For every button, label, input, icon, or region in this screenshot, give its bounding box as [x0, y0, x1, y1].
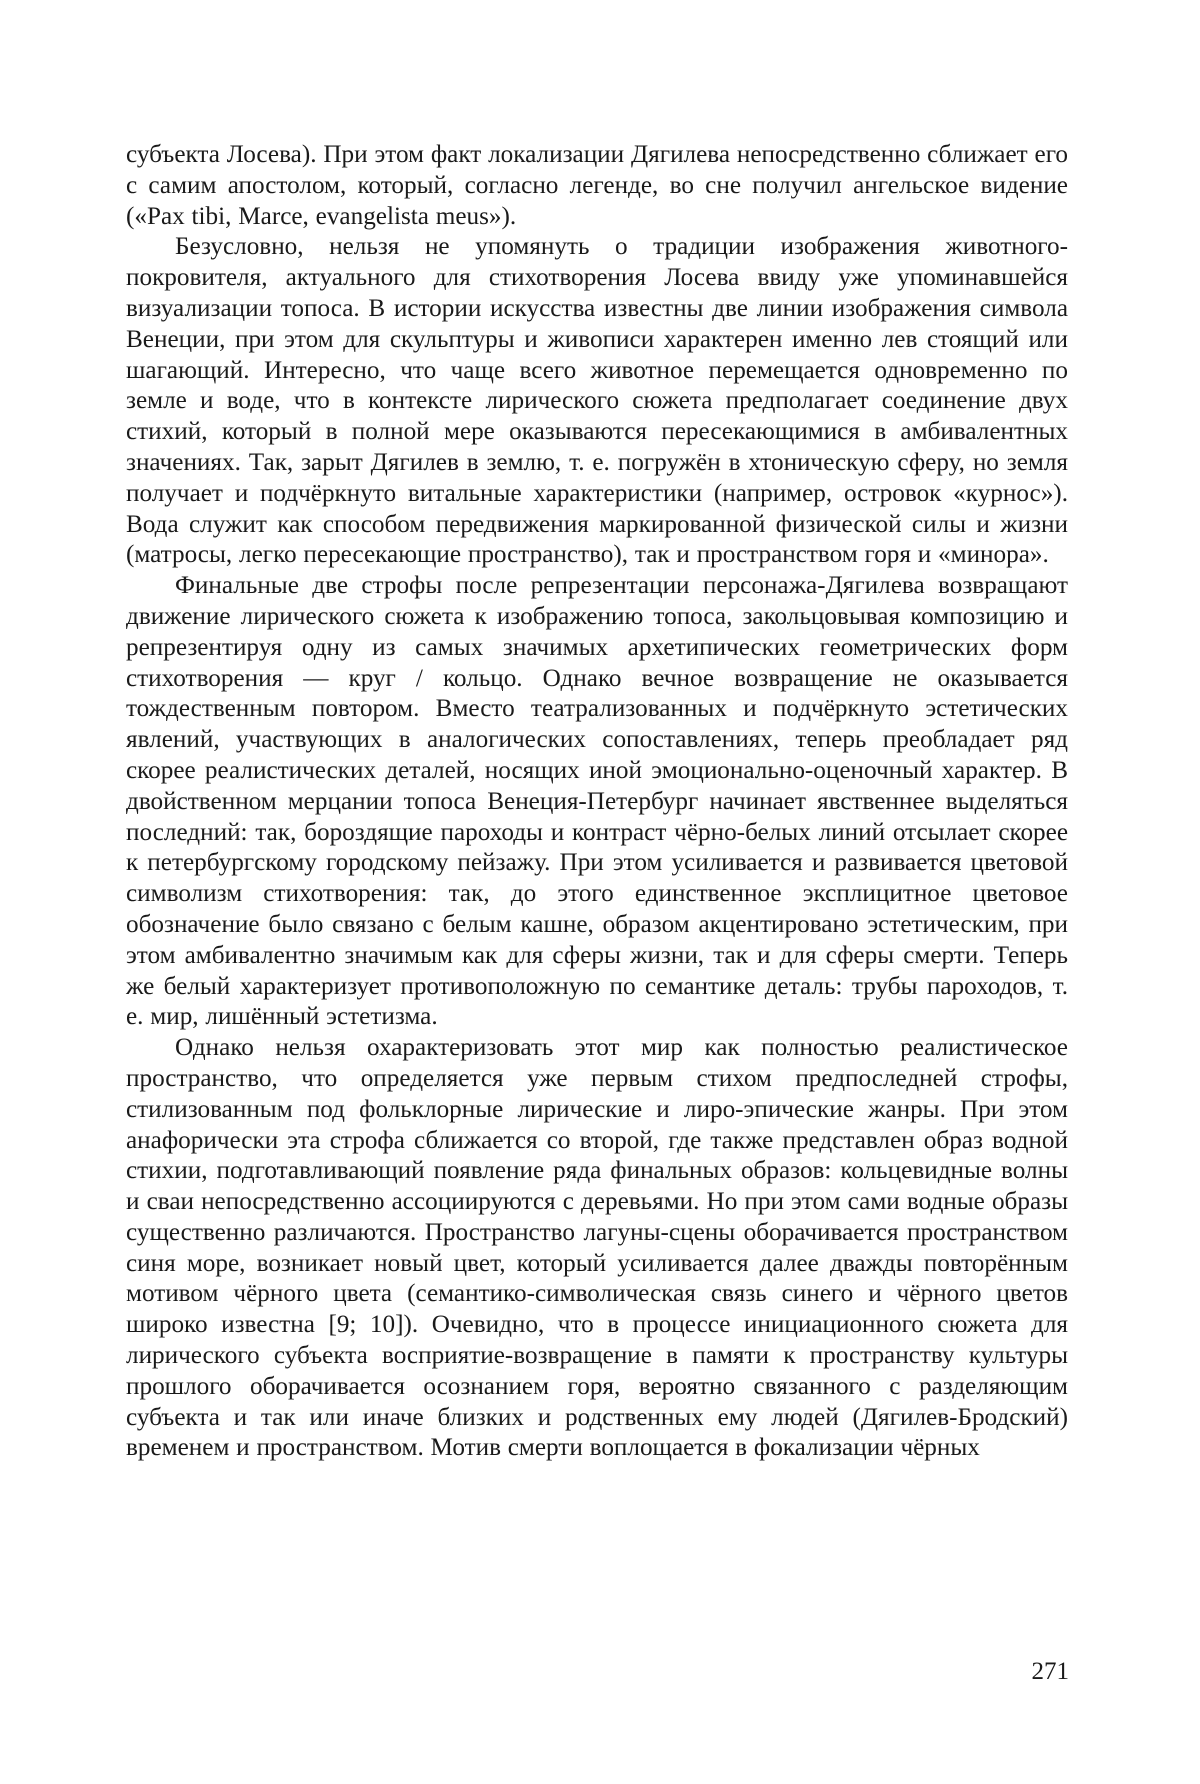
paragraph-continuation: субъекта Лосева). При этом факт локализации Дягилева непосредственно сближает его с самим апостолом, который, согласно легенде, во сне получил ангельское видение («Pax tibi, Marce, evangelista meus»). [126, 140, 1068, 232]
page-number: 271 [1032, 1657, 1070, 1687]
paragraph-patron-animal: Безусловно, нельзя не упомянуть о традиции изображения животного-покровителя, актуального для стихотворения Лосева ввиду уже упоминавшейся визуализации топоса. В истории искусства известны две линии изображения символа Венеции, при этом для скульптуры и живописи характерен именно лев стоящий или шагающий. Интересно, что чаще всего животное перемещается одновременно по земле и воде, что в контексте лирического сюжета предполагает соединение двух стихий, который в полной мере оказываются пересекающимися в амбивалентных значениях. Так, зарыт Дягилев в землю, т. е. погружён в хтоническую сферу, но земля получает и подчёркнуто витальные характеристики (например, островок «курнос»). Вода служит как способом передвижения маркированной физической силы и жизни (матросы, легко пересекающие пространство), так и пространством горя и «минора». [126, 232, 1068, 571]
paragraph-realistic-space: Однако нельзя охарактеризовать этот мир как полностью реалистическое пространство, что определяется уже первым стихом предпоследней строфы, стилизованным под фольклорные лирические и лиро-эпические жанры. При этом анафорически эта строфа сближается со второй, где также представлен образ водной стихии, подготавливающий появление ряда финальных образов: кольцевидные волны и сваи непосредственно ассоциируются с деревьями. Но при этом сами водные образы существенно различаются. Пространство лагуны-сцены оборачивается пространством синя море, возникает новый цвет, который усиливается далее дважды повторённым мотивом чёрного цвета (семантико-символическая связь синего и чёрного цветов широко известна [9; 10]). Очевидно, что в процессе инициационного сюжета для лирического субъекта восприятие-возвращение в памяти к пространству культуры прошлого оборачивается осознанием горя, вероятно связанного с разделяющим субъекта и так или иначе близких и родственных ему людей (Дягилев-Бродский) временем и пространством. Мотив смерти воплощается в фокализации чёрных [126, 1033, 1068, 1464]
paragraph-final-stanzas: Финальные две строфы после репрезентации персонажа-Дягилева возвращают движение лирического сюжета к изображению топоса, закольцовывая композицию и репрезентируя одну из самых значимых архетипических геометрических форм стихотворения — круг / кольцо. Однако вечное возвращение не оказывается тождественным повтором. Вместо театрализованных и подчёркнуто эстетических явлений, участвующих в аналогических сопоставлениях, теперь преобладает ряд скорее реалистических деталей, носящих иной эмоционально-оценочный характер. В двойственном мерцании топоса Венеция-Петербург начинает явственнее выделяться последний: так, бороздящие пароходы и контраст чёрно-белых линий отсылает скорее к петербургскому городскому пейзажу. При этом усиливается и развивается цветовой символизм стихотворения: так, до этого единственное эксплицитное цветовое обозначение было связано с белым кашне, образом акцентировано эстетическим, при этом амбивалентно значимым как для сферы жизни, так и для сферы смерти. Теперь же белый характеризует противоположную по семантике деталь: трубы пароходов, т. е. мир, лишённый эстетизма. [126, 571, 1068, 1033]
page-body [126, 140, 1068, 1464]
